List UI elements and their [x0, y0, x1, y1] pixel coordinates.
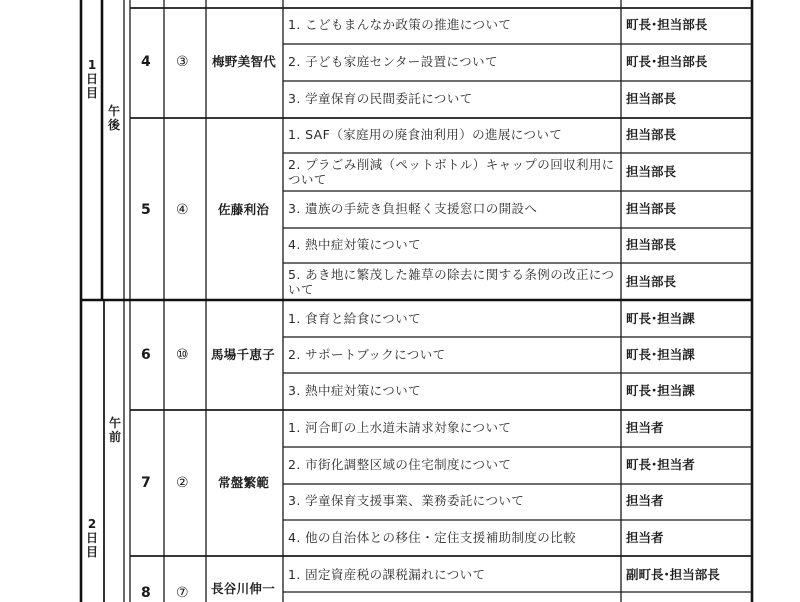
answerer-text: 担当者 — [626, 530, 664, 545]
order-number: 6 — [141, 347, 151, 363]
seat-number: ③ — [176, 54, 189, 70]
order-number: 5 — [141, 202, 151, 218]
answerer-text: 担当部長 — [626, 127, 677, 142]
answerer-text: 担当者 — [626, 493, 664, 508]
seat-number: ④ — [176, 202, 189, 218]
order-number: 4 — [141, 54, 151, 70]
question-text: 1. 河合町の上水道未請求対象について — [288, 420, 512, 435]
day2-label: 2日目 — [85, 517, 98, 559]
question-text: 4. 熱中症対策について — [288, 237, 421, 252]
question-text: 1. 食育と給食について — [288, 311, 421, 326]
seat-number: ⑦ — [176, 585, 189, 601]
answerer-text: 副町長･担当部長 — [626, 567, 720, 582]
seat-number: ② — [176, 475, 189, 491]
question-text: 3. 遺族の手続き負担軽く支援窓口の開設へ — [288, 201, 538, 216]
answerer-text: 町長･担当者 — [626, 457, 695, 472]
afternoon-label: 午後 — [107, 104, 120, 132]
question-text: 3. 学童保育の民間委託について — [288, 91, 473, 106]
answerer-text: 町長･担当部長 — [626, 54, 708, 69]
answerer-text: 町長･担当課 — [626, 347, 695, 362]
answerer-text: 担当部長 — [626, 237, 677, 252]
question-text: 1. 固定資産税の課税漏れについて — [288, 567, 486, 582]
speaker-name: 梅野美智代 — [212, 54, 277, 69]
answerer-text: 担当部長 — [626, 274, 677, 289]
speaker-name: 長谷川伸一 — [211, 581, 276, 596]
question-text: 3. 熱中症対策について — [288, 383, 421, 398]
seat-number: ⑩ — [176, 347, 189, 363]
day1-label: 1日目 — [85, 58, 98, 100]
answerer-text: 町長･担当部長 — [626, 17, 708, 32]
answerer-text: 担当部長 — [626, 201, 677, 216]
answerer-text: 担当部長 — [626, 91, 677, 106]
question-text: 2. 子ども家庭センター設置について — [288, 54, 498, 69]
question-text: 5. あき地に繁茂した雑草の除去に関する条例の改正について — [288, 267, 615, 297]
question-text: 1. こどもまんなか政策の推進について — [288, 17, 512, 32]
answerer-text: 担当部長 — [626, 164, 677, 179]
order-number: 7 — [141, 475, 151, 491]
question-text: 2. サポートブックについて — [288, 347, 446, 362]
answerer-text: 町長･担当課 — [626, 383, 695, 398]
speaker-name: 馬場千恵子 — [211, 347, 276, 362]
question-text: 2. プラごみ削減（ペットボトル）キャップの回収利用について — [288, 157, 615, 187]
morning-label: 午前 — [108, 416, 121, 444]
question-text: 3. 学童保育支援事業、業務委託について — [288, 493, 525, 508]
speaker-name: 佐藤利治 — [218, 202, 270, 217]
question-text: 1. SAF（家庭用の廃食油利用）の進展について — [288, 127, 563, 142]
answerer-text: 町長･担当課 — [626, 311, 695, 326]
question-text: 4. 他の自治体との移住・定住支援補助制度の比較 — [288, 530, 577, 545]
question-text: 2. 市街化調整区域の住宅制度について — [288, 457, 512, 472]
order-number: 8 — [141, 585, 151, 601]
speaker-name: 常盤繁範 — [218, 475, 270, 490]
answerer-text: 担当者 — [626, 420, 664, 435]
